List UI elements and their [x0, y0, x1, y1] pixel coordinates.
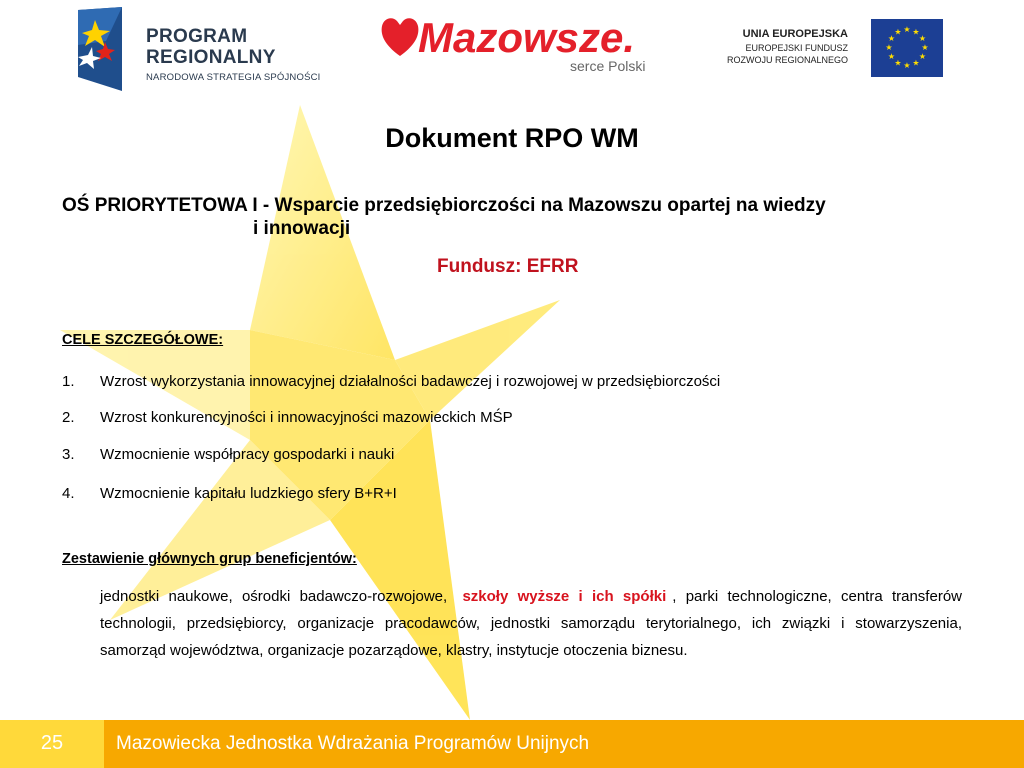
list-item	[62, 446, 394, 463]
goal-text: Wzmocnienie współpracy gospodarki i nauki	[100, 446, 395, 463]
eu-logo-line3: ROZWOJU REGIONALNEGO	[726, 55, 848, 65]
svg-text:★: ★	[894, 58, 902, 68]
footer-organization-bar	[104, 720, 1024, 768]
goal-text: Wzmocnienie kapitału ludzkiego sfery B+R+I	[100, 485, 397, 502]
svg-text:★: ★	[912, 58, 920, 68]
beneficiaries-heading: Zestawienie głównych grup beneficjentów:	[62, 551, 357, 567]
svg-text:★: ★	[912, 27, 920, 37]
goal-number: 4.	[62, 485, 75, 502]
fund-label: Fundusz: EFRR	[437, 256, 579, 277]
document-title: Dokument RPO WM	[385, 123, 639, 153]
program-logo-line1: PROGRAM	[146, 26, 248, 47]
program-logo-line2: REGIONALNY	[146, 47, 276, 68]
list-item	[62, 485, 397, 502]
svg-text:★: ★	[903, 61, 911, 70]
eu-logo-line2: EUROPEJSKI FUNDUSZ	[745, 43, 848, 53]
svg-text:★: ★	[918, 34, 927, 43]
goal-text: Wzrost wykorzystania innowacyjnej działalności badawczej i rozwojowej w przedsiębiorczości	[100, 373, 721, 390]
svg-text:★: ★	[887, 52, 896, 61]
priority-axis-line1: OŚ PRIORYTETOWA I - Wsparcie przedsiębiorczości na Mazowszu opartej na wiedzy	[62, 195, 826, 216]
priority-axis-line2: i innowacji	[253, 218, 351, 239]
svg-text:★: ★	[885, 43, 893, 52]
beneficiaries-part1: jednostki naukowe, ośrodki badawczo-rozwojowe,	[100, 588, 448, 605]
beneficiaries-paragraph	[100, 583, 962, 664]
program-logo-line3: NARODOWA STRATEGIA SPÓJNOŚCI	[146, 72, 321, 83]
svg-text:★: ★	[918, 52, 927, 61]
goal-text: Wzrost konkurencyjności i innowacyjności mazowieckich MŚP	[100, 409, 513, 426]
list-item	[62, 409, 513, 426]
svg-text:★: ★	[921, 43, 929, 52]
mazowsze-wordmark-text: Mazowsze.	[418, 14, 636, 60]
goal-number: 2.	[62, 409, 75, 426]
eu-logo-line1: UNIA EUROPEJSKA	[742, 28, 848, 40]
footer-bar	[0, 720, 1024, 768]
page-number: 25	[40, 732, 64, 754]
beneficiaries-highlight: szkoły wyższe i ich spółki	[462, 588, 667, 605]
footer-organization: Mazowiecka Jednostka Wdrażania Programów Unijnych	[116, 733, 590, 754]
priority-axis-heading	[62, 194, 962, 240]
page-number-box	[0, 720, 104, 768]
svg-text:★: ★	[903, 25, 911, 34]
goals-heading: CELE SZCZEGÓŁOWE:	[62, 332, 224, 348]
goal-number: 1.	[62, 373, 75, 390]
list-item	[62, 373, 720, 390]
goal-number: 3.	[62, 446, 75, 463]
svg-text:★: ★	[887, 34, 896, 43]
beneficiaries-part2: , parki technologiczne, centra transferów technologii, przedsiębiorcy, organizacje pracodawców, jednostki samorządu terytorialnego, ich związki i stowarzyszenia, samorząd województwa, organizacje pozarządowe, klastry, instytucje otoczenia biznesu.	[100, 588, 962, 659]
svg-text:★: ★	[894, 27, 902, 37]
mazowsze-tagline: serce Polski	[570, 58, 646, 74]
